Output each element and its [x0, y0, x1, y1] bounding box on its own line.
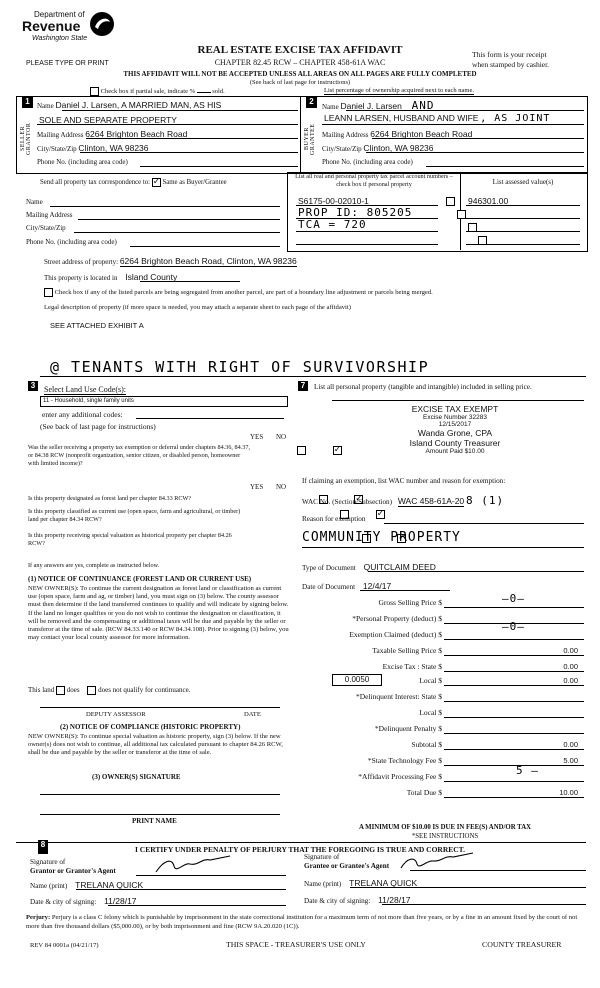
parcel-1-personal-checkbox[interactable]: [446, 197, 455, 206]
dept-line1: Department of: [34, 10, 85, 19]
tax-row-value[interactable]: 0.00: [563, 662, 578, 671]
personal-property-label: List all personal property (tangible and intangible) included in selling price.: [314, 383, 532, 391]
partial-sale: [90, 87, 225, 96]
grantor-name-row: Name (print) TRELANA QUICK: [30, 880, 144, 890]
grantee-name-row: Name (print) TRELANA QUICK: [304, 878, 418, 888]
tax-row-value[interactable]: 0.00: [563, 676, 578, 685]
legal-description[interactable]: SEE ATTACHED EXHIBIT A: [50, 321, 144, 330]
located-row: This property is located in Island County: [44, 272, 178, 282]
seller-city-row: City/State/Zip Clinton, WA 98236: [37, 143, 149, 153]
seller-city[interactable]: Clinton, WA 98236: [78, 143, 149, 153]
section-7-badge: 7: [298, 381, 308, 391]
receipt-note1: This form is your receipt: [472, 50, 547, 59]
form-rev: REV 84 0001a (04/21/17): [30, 942, 99, 949]
stamp-line1: EXCISE TAX EXEMPT: [411, 404, 499, 414]
reason-label: Reason for exemption: [302, 515, 366, 523]
parcel-1[interactable]: S6175-00-02010-1: [298, 196, 369, 206]
grantee-print-name[interactable]: TRELANA QUICK: [349, 878, 418, 888]
stamp-line3: 12/15/2017: [438, 421, 472, 428]
question-2: Is this property designated as forest land per chapter 84.33 RCW?: [28, 495, 192, 502]
buyer-name-line2[interactable]: LEANN LARSEN, HUSBAND AND WIFE: [324, 113, 479, 123]
document-type[interactable]: QUITCLAIM DEED: [363, 562, 436, 572]
corr-phone-label: Phone No. (including area code): [26, 238, 117, 246]
street-address[interactable]: 6264 Brighton Beach Road, Clinton, WA 98236: [119, 256, 297, 266]
yes-header-2: YES: [250, 483, 264, 491]
buyer-phone-label: Phone No. (including area code): [322, 158, 413, 166]
q3-no-checkbox[interactable]: [376, 510, 385, 519]
legal-label: Legal description of property (if more space is needed, you may attach a separate sheet to each page of the affidavit): [44, 304, 351, 311]
grantor-agent-label: Grantor or Grantor's Agent: [30, 867, 116, 875]
assessor-date-label: DATE: [244, 711, 261, 718]
section-2-badge: 2: [306, 97, 317, 108]
dept-logo: [22, 10, 142, 54]
segregated-checkbox[interactable]: [44, 288, 53, 297]
select-land-use-label: Select Land Use Code(s):: [44, 385, 126, 394]
question-4: Is this property receiving special valuation as historical property per chapter 84.26 RCW?: [28, 532, 232, 547]
partial-sale-checkbox[interactable]: [90, 87, 99, 96]
tax-row-label: Local $: [419, 708, 442, 717]
county-treasurer: COUNTY TREASURER: [482, 940, 562, 949]
doc-date-row: Date of Document 12/4/17: [302, 581, 392, 591]
sold-label: sold.: [212, 87, 225, 95]
parcel-2-personal-checkbox[interactable]: [457, 210, 466, 219]
treasurer-use: THIS SPACE - TREASURER'S USE ONLY: [226, 940, 366, 949]
if-yes-note: If any answers are yes, complete as instructed below.: [28, 562, 160, 569]
doc-type-row: Type of Document QUITCLAIM DEED: [302, 562, 436, 572]
tax-row-value[interactable]: 5.00: [563, 756, 578, 765]
buyer-address[interactable]: 6264 Brighton Beach Road: [370, 129, 473, 139]
notice2-title: (2) NOTICE OF COMPLIANCE (HISTORIC PROPERTY): [60, 723, 241, 731]
receipt-note2: when stamped by cashier.: [472, 60, 550, 69]
grantee-signature: [395, 850, 485, 874]
notice1-body: NEW OWNER(S): To continue the current designation as forest land or classification as current use (open space, farm and ag, or timber) land, you must sign on (3) below. The county assessor must then determine if the land transferred continues to qualify and will indicate by signing below. If the land no longer qualifies or you do not wish to continue the designation or classification, it will be removed and the compensating or additional taxes will be due and payable by the seller or transferor at the time of sale. (RCW 84.33.140 or RCW 84.34.108). Prior to signing (3) below, you may contact your local county assessor for more information.: [28, 585, 289, 642]
wac-hand: 8 (1): [465, 494, 505, 507]
tax-row-label: Gross Selling Price $: [378, 598, 442, 607]
corr-name-label: Name: [26, 198, 43, 206]
seller-address[interactable]: 6264 Brighton Beach Road: [85, 129, 188, 139]
parcel-3[interactable]: TCA = 720: [298, 218, 367, 231]
land-use-see-back: (See back of last page for instructions): [40, 422, 156, 431]
seller-name-row: Name Daniel J. Larsen, A MARRIED MAN, AS HIS: [37, 100, 222, 110]
wac-number[interactable]: WAC 458-61A-20: [397, 496, 465, 506]
list-pct-note: List percentage of ownership acquired next to each name.: [324, 87, 474, 94]
buyer-name-hand2: , AS JOINT: [480, 113, 551, 124]
grantor-print-name[interactable]: TRELANA QUICK: [75, 880, 144, 890]
tax-row-label: *Delinquent Penalty $: [374, 724, 442, 733]
tax-row-label: Excise Tax : State $: [382, 662, 442, 671]
document-date[interactable]: 12/4/17: [362, 581, 392, 591]
buyer-city[interactable]: Clinton, WA 98236: [363, 143, 434, 153]
street-row: Street address of property: 6264 Brighton Beach Road, Clinton, WA 98236: [44, 256, 297, 266]
buyer-name-line2-row: [324, 113, 550, 124]
dept-swoosh-icon: [88, 10, 116, 38]
minimum-fee-note: A MINIMUM OF $10.00 IS DUE IN FEE(S) AND/OR TAX: [358, 824, 532, 831]
section-1-badge: 1: [22, 97, 33, 108]
buyer-address-row: Mailing Address 6264 Brighton Beach Road: [322, 129, 473, 139]
grantee-sig-label1: Signature of: [304, 853, 340, 861]
q1-yes-checkbox[interactable]: [297, 446, 306, 455]
grantor-date[interactable]: 11/28/17: [104, 896, 137, 906]
seller-name-line2[interactable]: SOLE AND SEPARATE PROPERTY: [39, 115, 177, 125]
buyer-side-label: BUYER GRANTEE: [304, 123, 316, 155]
land-use-code[interactable]: 11 - Household, single family units: [40, 396, 288, 407]
this-land-row: This land does does not qualify for continuance.: [28, 686, 191, 695]
section-8-badge: 8: [38, 840, 48, 854]
certify-statement: I CERTIFY UNDER PENALTY OF PERJURY THAT THE FOREGOING IS TRUE AND CORRECT.: [134, 845, 465, 854]
exemption-reason[interactable]: COMMUNITY PROPERTY: [302, 530, 461, 545]
no-header-1: NO: [276, 433, 287, 441]
q1-no-checkbox[interactable]: [333, 446, 342, 455]
seller-phone-label: Phone No. (including area code): [37, 158, 128, 166]
tax-row-hand: 5 —: [516, 764, 539, 777]
local-rate[interactable]: 0.0050: [332, 674, 382, 686]
buyer-name-row: Name Daniel J. Larsen AND: [322, 99, 435, 112]
question-1: Was the seller receiving a property tax exemption or deferral under chapters 84.36, 84.37, or 84.38 RCW (nonprofit organization, senior citizen, or disabled person, homeowner with limited income)?: [28, 444, 250, 467]
grantee-agent-label: Grantee or Grantee's Agent: [304, 862, 390, 870]
tax-row-label: Local $: [419, 676, 442, 685]
form-title: REAL ESTATE EXCISE TAX AFFIDAVIT: [197, 44, 403, 56]
dept-line3: Washington State: [32, 35, 88, 42]
see-back-note: (See back of last page for instructions): [249, 79, 351, 86]
buyer-name-hand1: AND: [411, 99, 435, 112]
dept-line2: Revenue: [22, 18, 81, 34]
assessed-value[interactable]: 946301.00: [468, 196, 509, 206]
stamp-line6: Amount Paid $10.00: [425, 448, 485, 455]
exemption-claim-label: If claiming an exemption, list WAC number and reason for exemption:: [302, 477, 506, 485]
stamp-line5: Island County Treasurer: [409, 438, 501, 448]
parcel-2[interactable]: PROP ID: 805205: [298, 206, 413, 219]
section-3-badge: 3: [28, 381, 38, 391]
grantee-date[interactable]: 11/28/17: [378, 895, 411, 905]
buyer-city-row: City/State/Zip Clinton, WA 98236: [322, 143, 434, 153]
seller-side-label: SELLER GRANTOR: [20, 122, 32, 156]
corr-city-label: City/State/Zip: [26, 224, 66, 232]
tax-row-label: *Affidavit Processing Fee $: [358, 772, 442, 781]
tax-row-label: Total Due $: [406, 788, 442, 797]
correspondence-label: Send all property tax correspondence to: ✓ Same as Buyer/Grantee: [40, 178, 227, 187]
grantor-date-row: Date & city of signing: 11/28/17: [30, 896, 137, 906]
survivorship-note: @ TENANTS WITH RIGHT OF SURVIVORSHIP: [50, 358, 430, 376]
tax-row-hand: –0–: [502, 620, 525, 633]
tax-row-label: Subtotal $: [411, 740, 442, 749]
type-or-print: PLEASE TYPE OR PRINT: [26, 60, 109, 67]
see-instructions: *SEE INSTRUCTIONS: [411, 833, 479, 840]
county[interactable]: Island County: [125, 272, 178, 282]
grantor-signature: [150, 852, 240, 878]
additional-codes-label: enter any additional codes:: [42, 410, 123, 419]
tax-row-value[interactable]: 10.00: [559, 788, 578, 797]
same-as-buyer-checkbox[interactable]: [152, 178, 161, 187]
segregated-row: Check box if any of the listed parcels are being segregated from another parcel, are part of a boundary line adjustment or parcels being merged.: [44, 288, 433, 297]
stamp-line4: Wanda Grone, CPA: [417, 428, 493, 438]
does-not-checkbox[interactable]: [87, 686, 96, 695]
seller-name-line1[interactable]: Daniel J. Larsen, A MARRIED MAN, AS HIS: [55, 100, 222, 110]
tax-underlines: [444, 598, 584, 808]
tax-row-hand: –0–: [502, 592, 525, 605]
tax-row-label: *Personal Property (deduct) $: [352, 614, 442, 623]
owner-signature-label: (3) OWNER(S) SIGNATURE: [92, 773, 181, 781]
yes-header-1: YES: [250, 433, 264, 441]
question-3: Is this property classified as current use (open space, farm and agricultural, or timber) land per chapter 84.34 RCW?: [28, 508, 241, 523]
parcel-header: List all real and personal property tax parcel account numbers – check box if personal property: [295, 173, 453, 188]
wac-row: WAC No. (Section/Subsection) WAC 458-61A-20 8 (1): [302, 494, 505, 507]
tax-row-label: Taxable Selling Price $: [372, 646, 442, 655]
corr-address-label: Mailing Address: [26, 211, 73, 219]
notice1-title: (1) NOTICE OF CONTINUANCE (FOREST LAND OR CURRENT USE): [28, 575, 252, 583]
deputy-assessor-label: DEPUTY ASSESSOR: [86, 711, 146, 718]
not-accepted-notice: THIS AFFIDAVIT WILL NOT BE ACCEPTED UNLESS ALL AREAS ON ALL PAGES ARE FULLY COMPLETED: [123, 70, 477, 78]
form-chapter: CHAPTER 82.45 RCW – CHAPTER 458-61A WAC: [214, 58, 386, 67]
grantee-date-row: Date & city of signing: 11/28/17: [304, 895, 411, 905]
grantor-sig-label1: Signature of: [30, 858, 66, 866]
exempt-stamp: [370, 404, 540, 455]
seller-address-row: Mailing Address 6264 Brighton Beach Road: [37, 129, 188, 139]
assessed-value-header: List assessed value(s): [492, 178, 554, 186]
stamp-line2: Excise Number 32283: [423, 414, 487, 421]
does-checkbox[interactable]: [56, 686, 65, 695]
tax-row-label: *Delinquent Interest: State $: [355, 692, 442, 701]
notice2-body: NEW OWNER(S): To continue special valuation as historic property, sign (3) below. If the new owner(s) does not wish to continue, all additional tax calculated pursuant to chapter 84.26 RCW, shall be due and payable by the seller or transferor at the time of sale.: [28, 733, 283, 757]
perjury-notice: Perjury: Perjury is a class C felony which is punishable by imprisonment in the state correctional institution for a maximum term of not more than five years, or by a fine in an amount fixed by the court of not more than five thousand dollars ($5,000.00), or by both imprisonment and fine (RCW 9A.20.020 (1C)).: [26, 914, 578, 930]
no-header-2: NO: [276, 483, 287, 491]
tax-row-label: *State Technology Fee $: [367, 756, 442, 765]
partial-sale-label: Check box if partial sale, indicate %: [100, 87, 196, 95]
tax-row-label: Exemption Claimed (deduct) $: [349, 630, 442, 639]
tax-row-value[interactable]: 0.00: [563, 646, 578, 655]
tax-row-value[interactable]: 0.00: [563, 740, 578, 749]
buyer-name-line1[interactable]: Daniel J. Larsen: [340, 101, 402, 111]
print-name-label: PRINT NAME: [132, 817, 177, 825]
